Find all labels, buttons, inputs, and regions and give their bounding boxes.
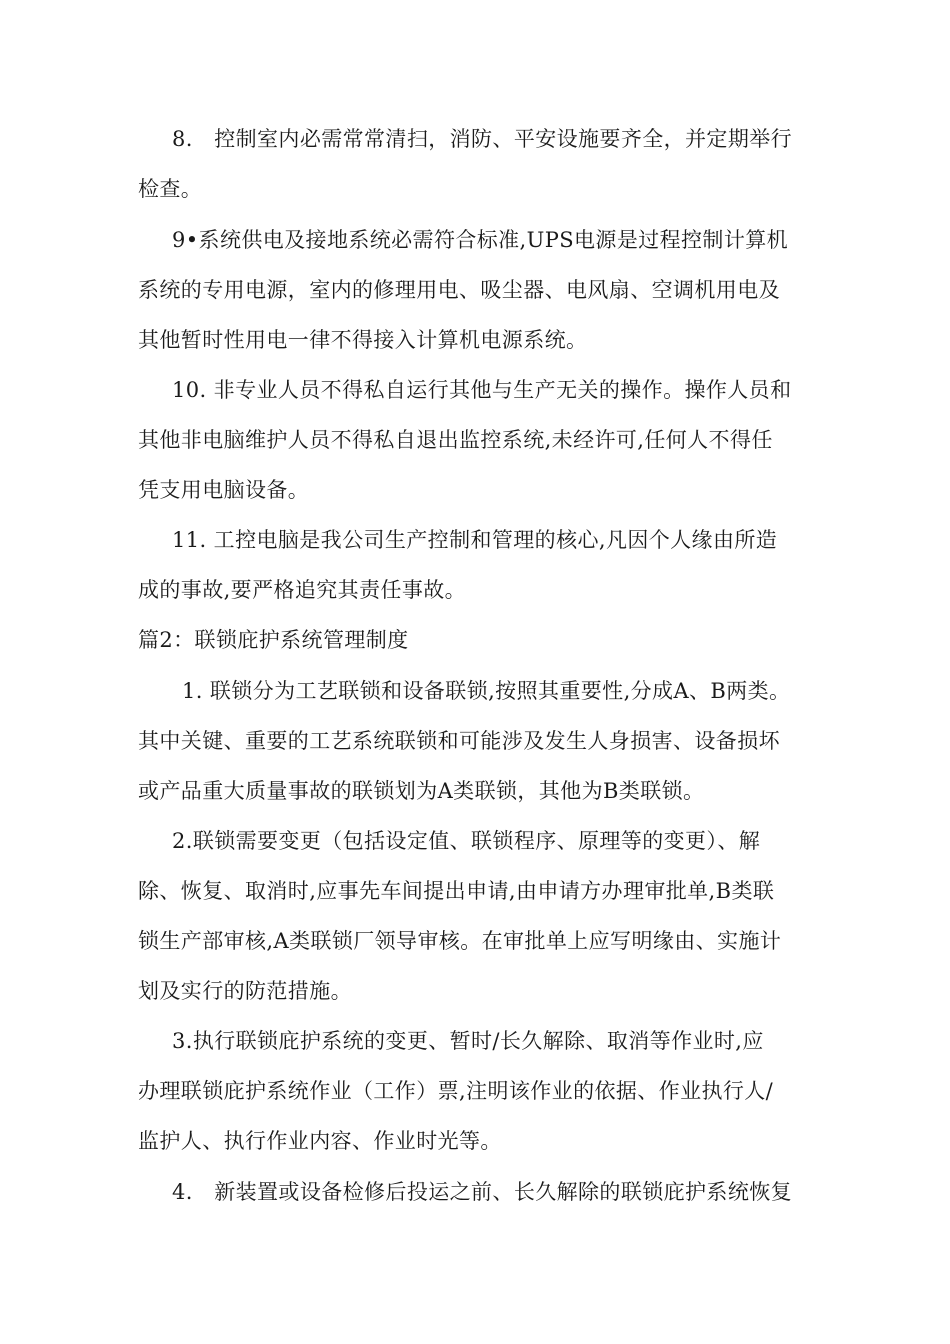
paragraph-8-line-1: 8. 控制室内必需常常清扫，消防、平安设施要齐全，并定期举行 bbox=[172, 127, 793, 151]
clause-1-line-2: 其中关键、重要的工艺系统联锁和可能涉及发生人身损害、设备损坏 bbox=[138, 729, 780, 753]
clause-4-line-1: 4. 新装置或设备检修后投运之前、长久解除的联锁庇护系统恢复 bbox=[172, 1180, 793, 1204]
paragraph-11-line-1: 11. 工控电脑是我公司生产控制和管理的核心,凡因个人缘由所造 bbox=[172, 528, 778, 552]
clause-1-line-3: 或产品重大质量事故的联锁划为A类联锁，其他为B类联锁。 bbox=[138, 779, 705, 803]
paragraph-10-line-2: 其他非电脑维护人员不得私自退出监控系统,未经许可,任何人不得任 bbox=[138, 428, 773, 452]
paragraph-9-line-2: 系统的专用电源，室内的修理用电、吸尘器、电风扇、空调机用电及 bbox=[138, 278, 780, 302]
paragraph-9-line-3: 其他暂时性用电一律不得接入计算机电源系统。 bbox=[138, 328, 588, 352]
clause-3-line-2: 办理联锁庇护系统作业（工作）票,注明该作业的依据、作业执行人/ bbox=[138, 1079, 774, 1103]
paragraph-11-line-2: 成的事故,要严格追究其责任事故。 bbox=[138, 578, 467, 602]
paragraph-10-line-3: 凭支用电脑设备。 bbox=[138, 478, 310, 502]
paragraph-10-line-1: 10. 非专业人员不得私自运行其他与生产无关的操作。操作人员和 bbox=[172, 378, 792, 402]
clause-2-line-2: 除、恢复、取消时,应事先车间提出申请,由申请方办理审批单,B类联 bbox=[138, 879, 775, 903]
clause-3-line-1: 3.执行联锁庇护系统的变更、暂时/长久解除、取消等作业时,应 bbox=[172, 1029, 764, 1053]
clause-2-line-4: 划及实行的防范措施。 bbox=[138, 979, 352, 1003]
clause-1-line-1: 1. 联锁分为工艺联锁和设备联锁,按照其重要性,分成A、B两类。 bbox=[182, 679, 791, 703]
paragraph-8-line-2: 检查。 bbox=[138, 177, 203, 201]
clause-2-line-3: 锁生产部审核,A类联锁厂领导审核。在审批单上应写明缘由、实施计 bbox=[138, 929, 782, 953]
paragraph-9-line-1: 9•系统供电及接地系统必需符合标准,UPS电源是过程控制计算机 bbox=[172, 228, 789, 252]
section-heading: 篇2：联锁庇护系统管理制度 bbox=[138, 628, 409, 652]
clause-3-line-3: 监护人、执行作业内容、作业时光等。 bbox=[138, 1129, 502, 1153]
clause-2-line-1: 2.联锁需要变更（包括设定值、联锁程序、原理等的变更）、解 bbox=[172, 829, 761, 853]
